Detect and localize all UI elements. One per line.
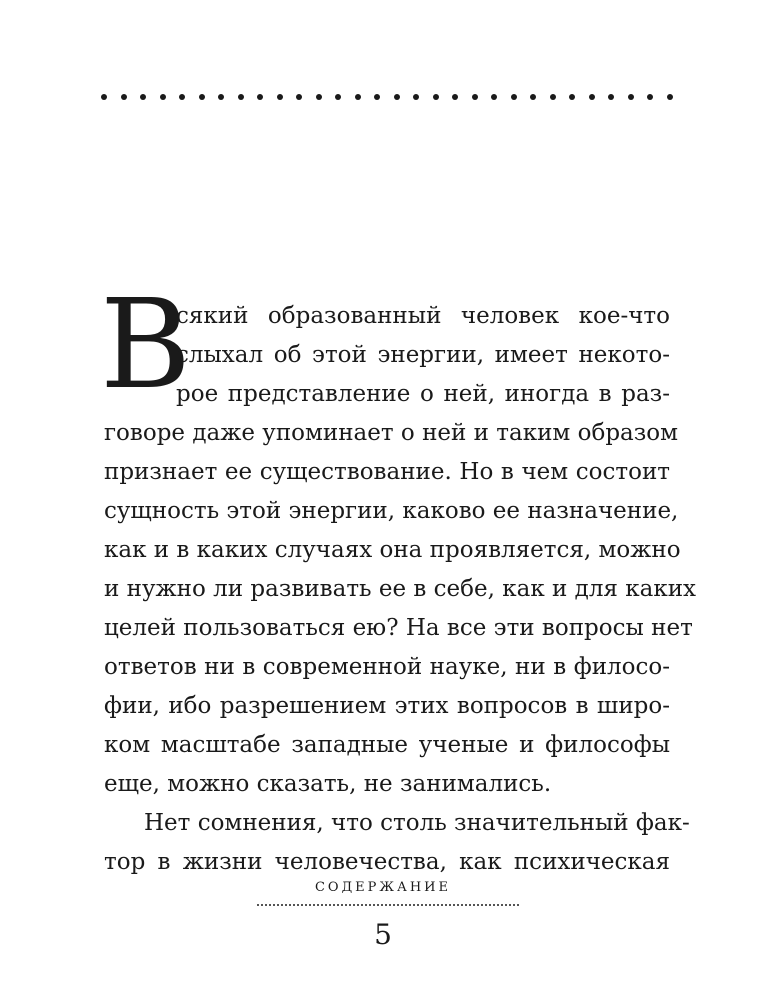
- text-line: сущность этой энергии, каково ее назначение,: [104, 498, 679, 524]
- footer-section-label: СОДЕРЖАНИЕ: [314, 880, 452, 895]
- text-line: и нужно ли развивать ее в себе, как и для каких: [104, 576, 697, 602]
- text-line: говоре даже упоминает о ней и таким образом: [104, 420, 679, 446]
- page-number: 5: [374, 918, 392, 951]
- text-line: как и в каких случаях она проявляется, можно: [104, 537, 681, 563]
- body-text: [104, 297, 697, 882]
- text-line: слыхал об этой энергии, имеет некото-: [176, 342, 670, 368]
- top-dotted-rule: [101, 92, 673, 102]
- text-line: целей пользоваться ею? На все эти вопросы нет: [104, 615, 693, 641]
- text-line: ком масштабе западные ученые и философы: [104, 732, 670, 758]
- text-line: ответов ни в современной науке, ни в филосо-: [104, 654, 670, 680]
- text-line: рое представление о ней, иногда в раз-: [176, 381, 670, 407]
- text-line: еще, можно сказать, не занимались.: [104, 771, 552, 797]
- text-line: Нет сомнения, что столь значительный фак-: [144, 810, 690, 836]
- drop-cap: В: [100, 273, 192, 417]
- text-line: тор в жизни человечества, как психическая: [104, 849, 670, 875]
- footer-dotted-rule: [257, 904, 519, 906]
- text-line: фии, ибо разрешением этих вопросов в широ-: [104, 693, 670, 719]
- text-line: признает ее существование. Но в чем состоит: [104, 459, 670, 485]
- text-line: сякий образованный человек кое-что: [176, 303, 670, 329]
